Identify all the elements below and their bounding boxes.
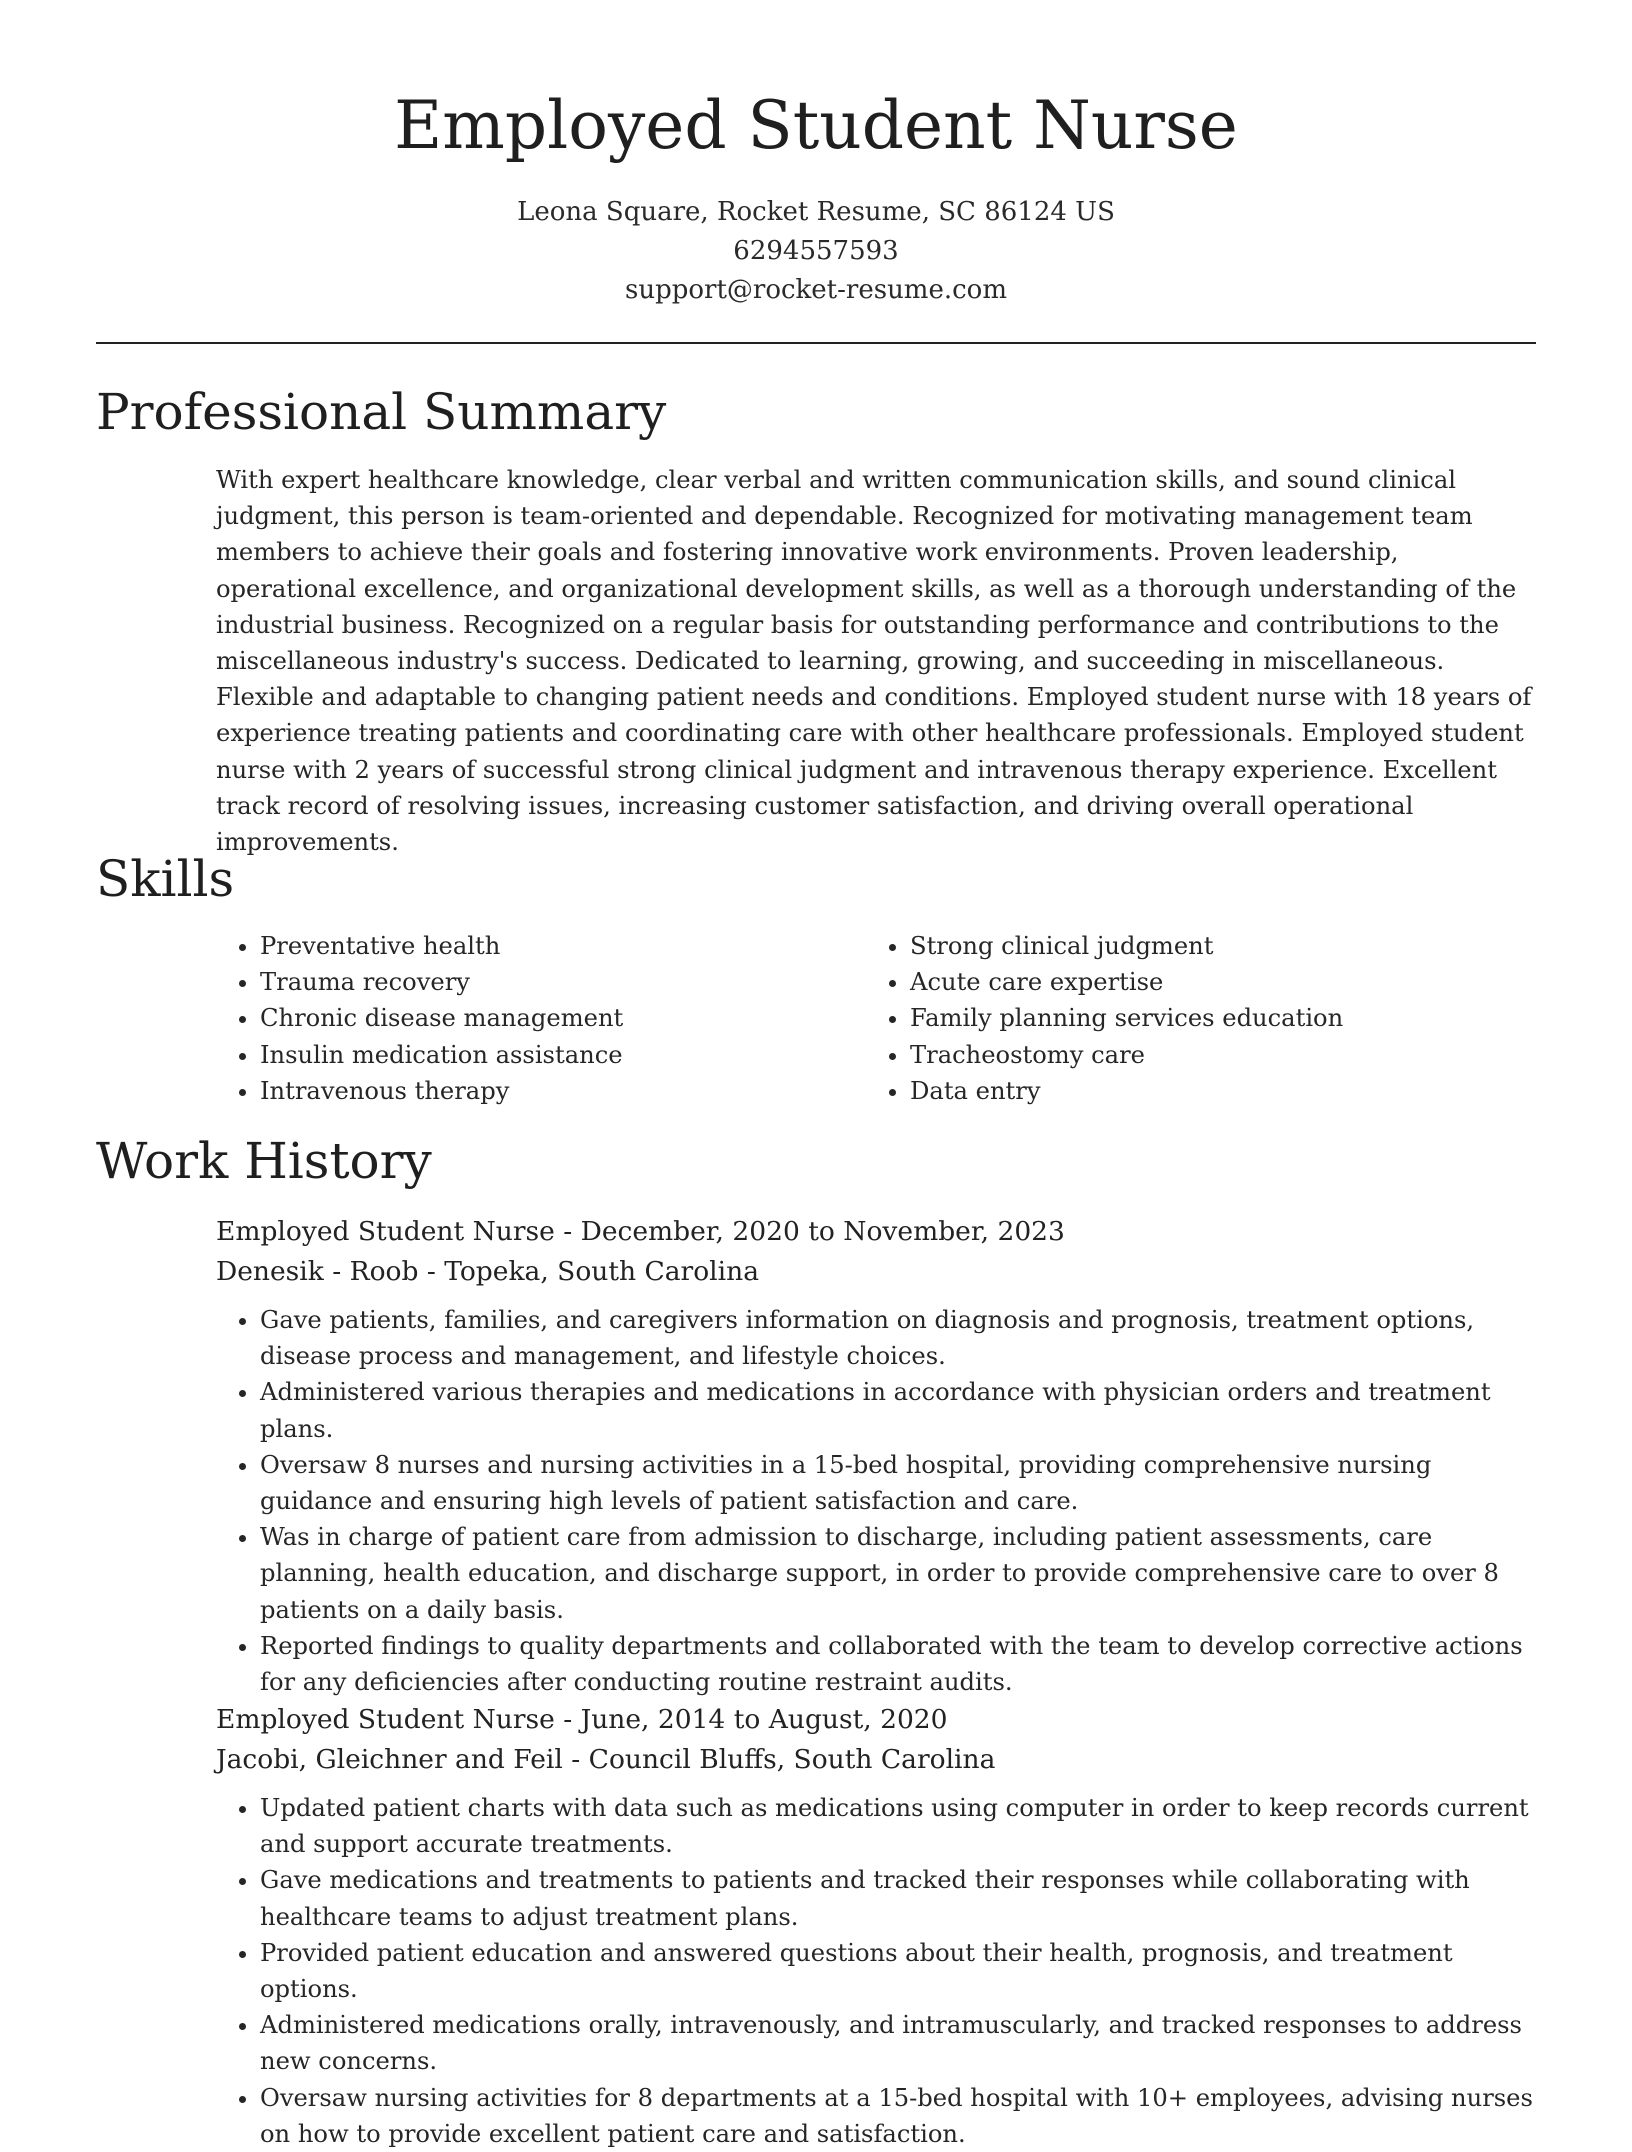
job-duty-item: • Provided patient education and answered questions about their health, prognosis, and treatment options. [260,1935,1536,2007]
job-duty-item: • Reported findings to quality departments and collaborated with the team to develop corrective actions for any deficiencies after conducting routine restraint audits. [260,1628,1536,1700]
job-role-dates: Employed Student Nurse - December, 2020 to November, 2023 [216,1216,1065,1247]
job-entry [216,1212,1536,1700]
job-duty-item: • Updated patient charts with data such as medications using computer in order to keep records current and support accurate treatments. [260,1790,1536,1862]
job-company-location: Denesik - Roob - Topeka, South Carolina [216,1256,759,1287]
skills-list [216,928,1536,1109]
skill-item: • Chronic disease management [260,1000,866,1036]
job-duty-item: • Administered medications orally, intravenously, and intramuscularly, and tracked responses to address new concerns. [260,2007,1536,2079]
skills-column-left [216,928,866,1109]
skills-heading: Skills [96,850,235,908]
job-duty-item: • Oversaw 8 nurses and nursing activities in a 15-bed hospital, providing comprehensive nursing guidance and ensuring high levels of patient satisfaction and care. [260,1447,1536,1519]
contact-info [0,193,1632,310]
summary-heading: Professional Summary [96,383,667,441]
job-duty-item: • Was in charge of patient care from admission to discharge, including patient assessments, care planning, health education, and discharge support, in order to provide comprehensive care to over 8 patients on a daily basis. [260,1519,1536,1628]
skill-item: • Trauma recovery [260,964,866,1000]
resume-name: Employed Student Nurse [394,87,1238,164]
job-duties [216,1790,1536,2152]
job-role-dates: Employed Student Nurse - June, 2014 to August, 2020 [216,1704,948,1735]
skill-item: • Intravenous therapy [260,1073,866,1109]
job-duties [216,1302,1536,1700]
contact-address: Leona Square, Rocket Resume, SC 86124 US [517,197,1115,227]
job-duty-item: • Gave patients, families, and caregivers information on diagnosis and prognosis, treatment options, disease process and management, and lifestyle choices. [260,1302,1536,1374]
skill-item: • Acute care expertise [910,964,1516,1000]
skills-column-right [866,928,1516,1109]
skill-item: • Tracheostomy care [910,1037,1516,1073]
contact-phone: 6294557593 [733,236,899,266]
contact-email: support@rocket-resume.com [624,275,1007,305]
header-divider [96,342,1536,344]
skill-item: • Family planning services education [910,1000,1516,1036]
skill-item: • Strong clinical judgment [910,928,1516,964]
skill-item: • Data entry [910,1073,1516,1109]
summary-text: With expert healthcare knowledge, clear verbal and written communication skills, and sound clinical judgment, this person is team-oriented and dependable. Recognized for motivating management team members to achieve their goals and fostering innovative work environments. Proven leadership, operational excellence, and organizational development skills, as well as a thorough understanding of the industrial business. Recognized on a regular basis for outstanding performance and contributions to the miscellaneous industry's success. Dedicated to learning, growing, and succeeding in miscellaneous. Flexible and adaptable to changing patient needs and conditions. Employed student nurse with 18 years of experience treating patients and coordinating care with other healthcare professionals. Employed student nurse with 2 years of successful strong clinical judgment and intravenous therapy experience. Excellent track record of resolving issues, increasing customer satisfaction, and driving overall operational improvements. [216,466,1532,857]
job-duty-item: • Administered various therapies and medications in accordance with physician orders and treatment plans. [260,1374,1536,1446]
skill-item: • Insulin medication assistance [260,1037,866,1073]
skill-item: • Preventative health [260,928,866,964]
job-duty-item: • Oversaw nursing activities for 8 departments at a 15-bed hospital with 10+ employees, advising nurses on how to provide excellent patient care and satisfaction. [260,2080,1536,2152]
job-entry [216,1700,1536,2152]
work-history-heading: Work History [96,1132,432,1190]
job-duty-item: • Gave medications and treatments to patients and tracked their responses while collaborating with healthcare teams to adjust treatment plans. [260,1862,1536,1934]
job-company-location: Jacobi, Gleichner and Feil - Council Bluffs, South Carolina [216,1744,996,1775]
